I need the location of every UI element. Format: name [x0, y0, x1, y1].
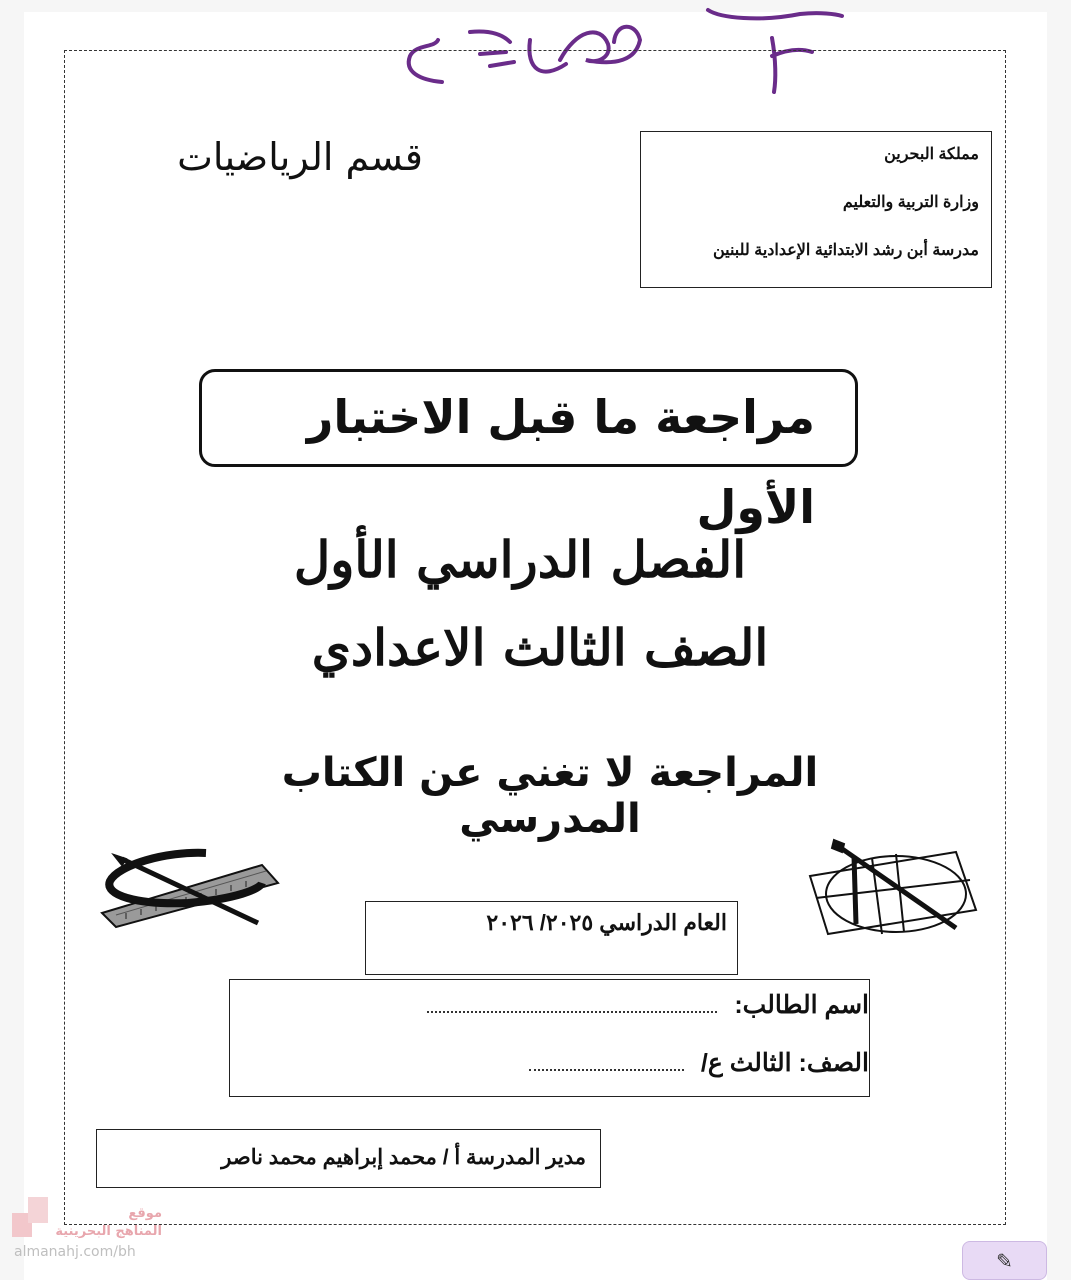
textbook-note: المراجعة لا تغني عن الكتاب المدرسي	[281, 750, 819, 842]
watermark-url: almanahj.com/bh	[14, 1244, 136, 1260]
student-name-label: اسم الطالب:	[734, 991, 869, 1019]
watermark-text	[52, 1205, 162, 1241]
school-line: مدرسة أبن رشد الابتدائية الإعدادية للبنين	[712, 242, 979, 259]
student-name-row	[427, 990, 869, 1020]
student-info-box	[229, 979, 870, 1097]
student-class-row	[529, 1048, 869, 1078]
department-title: قسم الرياضيات	[177, 135, 423, 179]
grade-heading: الصف الثالث الاعدادي	[311, 618, 769, 677]
compass-geometry-icon	[806, 838, 982, 938]
ruler-pencil-protractor-icon	[96, 845, 286, 930]
watermark-line1: موقع	[128, 1206, 162, 1221]
country-line: مملكة البحرين	[884, 146, 979, 163]
academic-year-text: العام الدراسي ٢٠٢٥/ ٢٠٢٦	[486, 910, 727, 935]
watermark-line2: المناهج البحرينية	[55, 1224, 162, 1239]
student-name-blank[interactable]	[427, 1011, 717, 1013]
semester-heading: الفصل الدراسي الأول	[293, 530, 747, 589]
pen-icon: ✎	[996, 1249, 1013, 1273]
academic-year-box	[365, 901, 738, 975]
ministry-line: وزارة التربية والتعليم	[842, 194, 979, 211]
institution-box	[640, 131, 992, 288]
student-class-blank[interactable]	[529, 1069, 684, 1071]
principal-box: مدير المدرسة أ / محمد إبراهيم محمد ناصر	[96, 1129, 601, 1188]
student-class-label: الصف: الثالث ع/	[700, 1049, 869, 1077]
watermark-logo-icon	[12, 1195, 50, 1239]
annotate-button[interactable]	[962, 1241, 1047, 1280]
review-title: مراجعة ما قبل الاختبار الأول	[199, 369, 858, 467]
